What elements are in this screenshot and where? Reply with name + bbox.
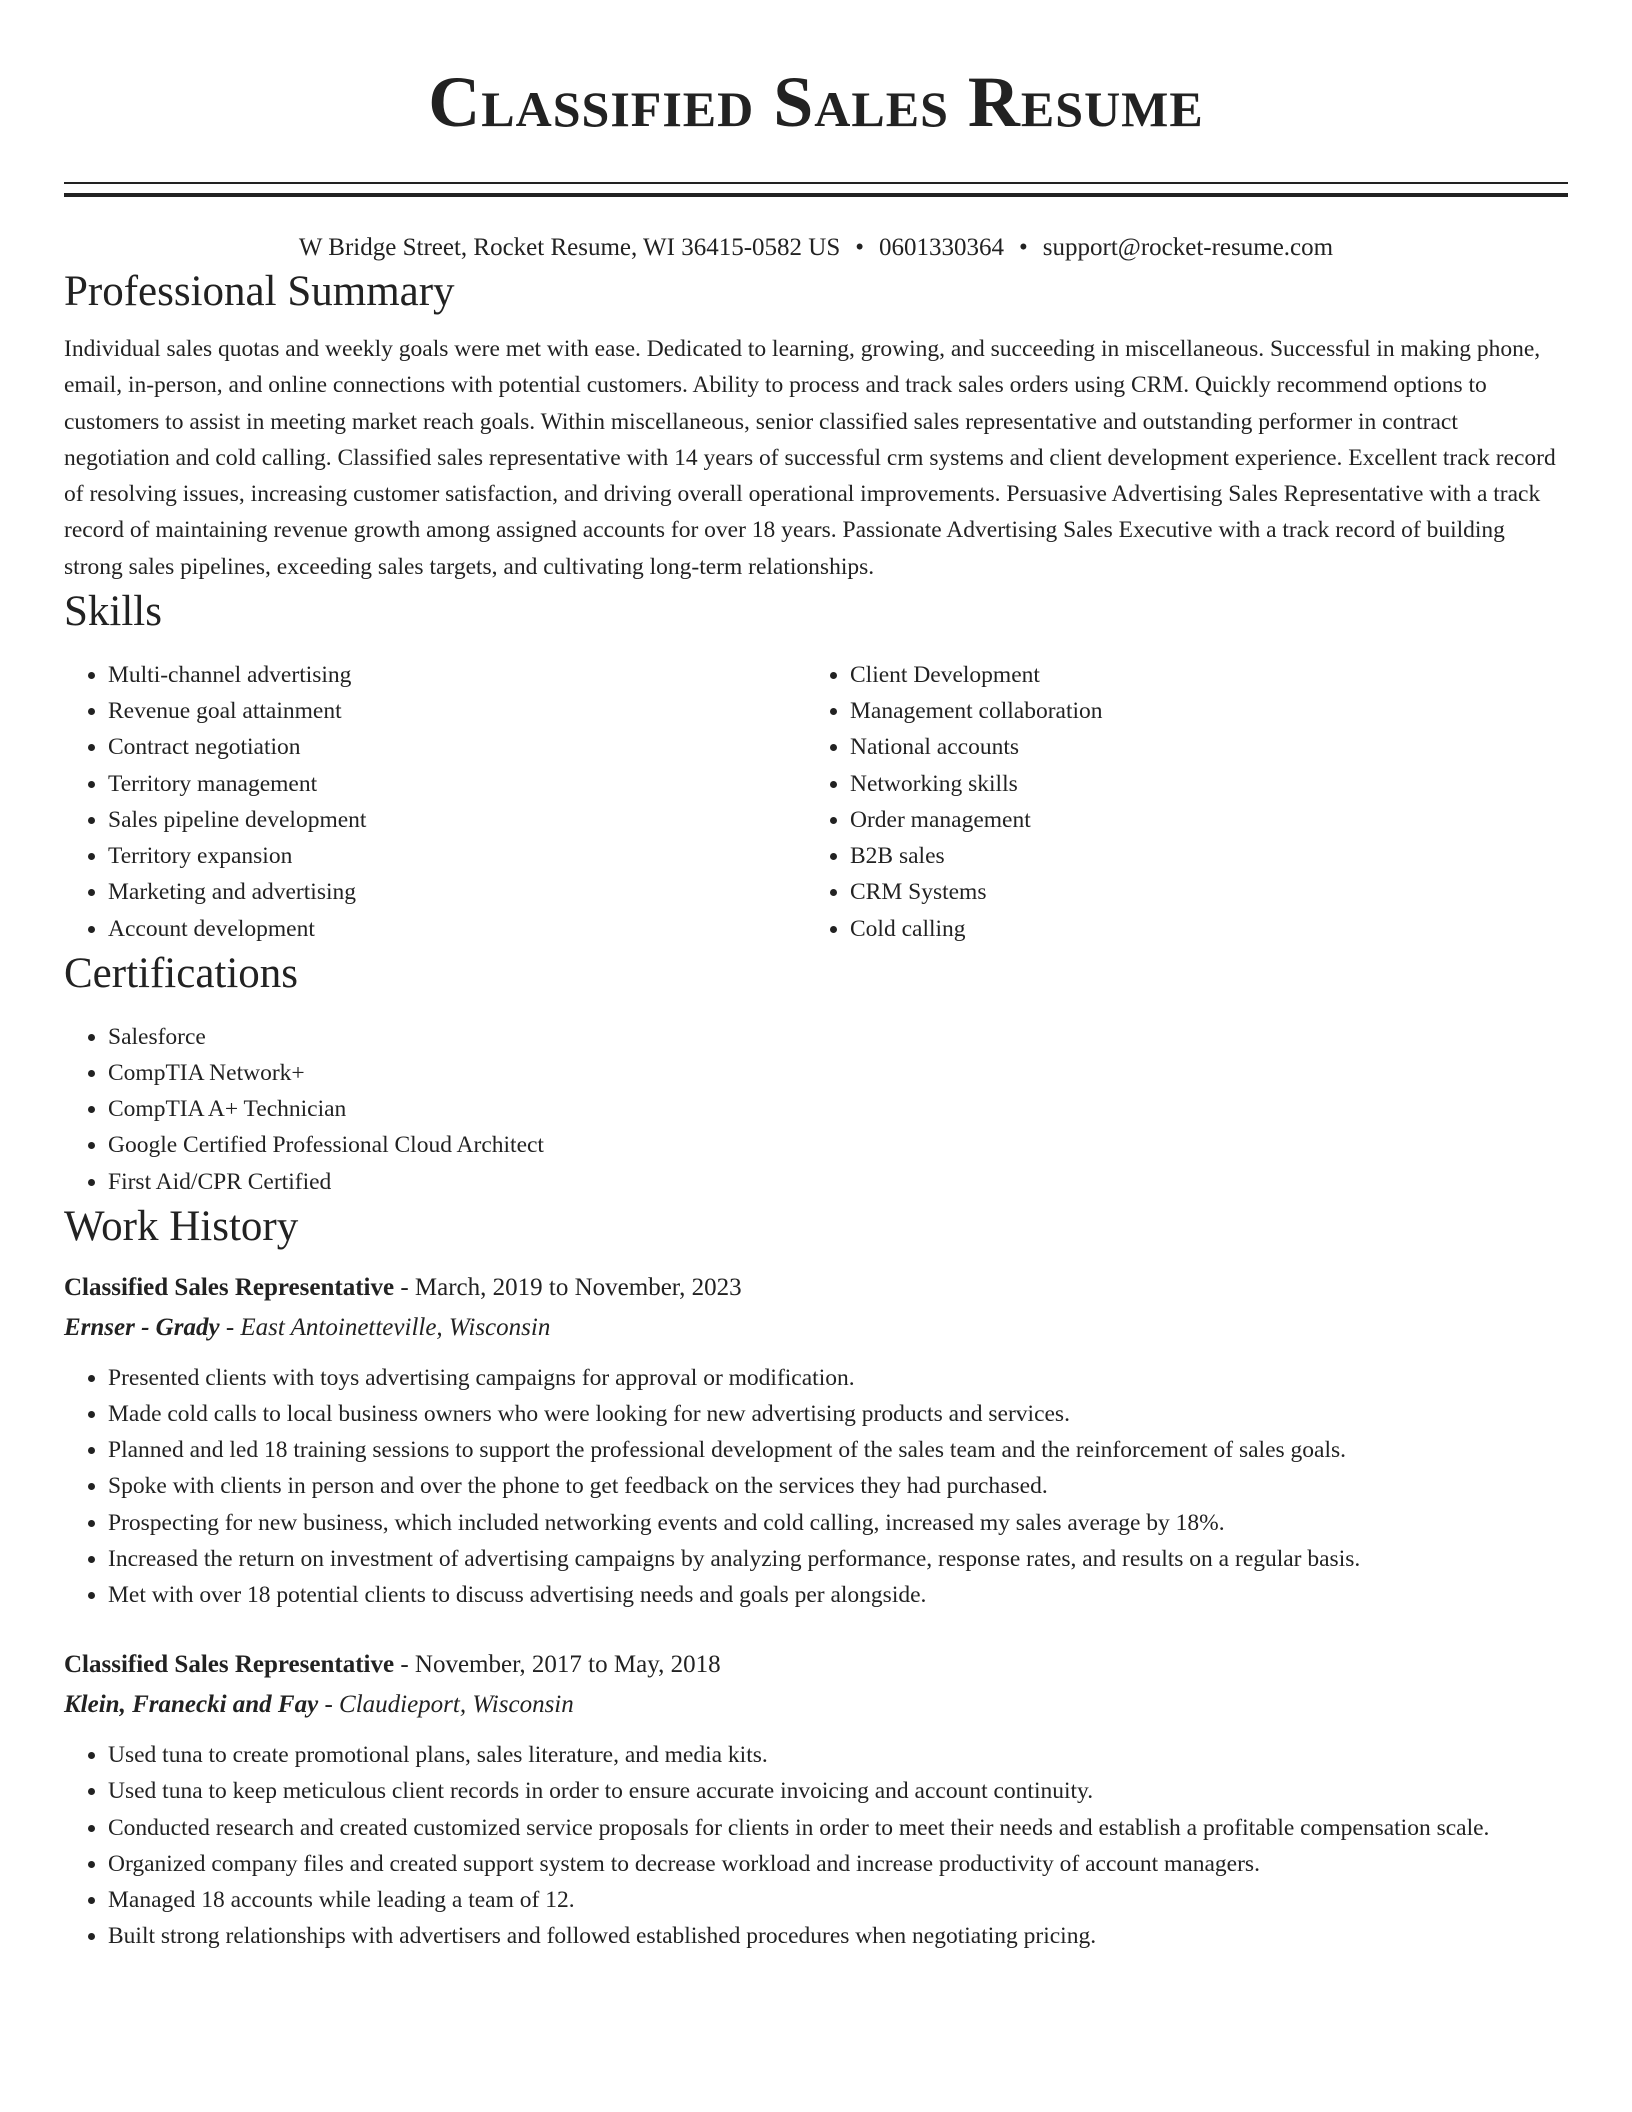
job-entry	[64, 1268, 1568, 1613]
skills-heading: Skills	[64, 588, 162, 636]
job-bullet: • Organized company files and created support system to decrease workload and increase productivity of account managers.	[108, 1846, 1568, 1882]
skill-item: • CRM Systems	[850, 874, 1548, 910]
skill-item: • Revenue goal attainment	[108, 693, 806, 729]
certification-item: • Google Certified Professional Cloud Architect	[108, 1127, 1568, 1163]
job-bullet: • Made cold calls to local business owners who were looking for new advertising products and services.	[108, 1396, 1568, 1432]
job-title: Classified Sales Representative	[64, 1273, 395, 1301]
skills-column-right	[806, 657, 1548, 947]
resume-title: Classified Sales Resume	[428, 62, 1204, 142]
job-bullet: • Presented clients with toys advertising campaigns for approval or modification.	[108, 1360, 1568, 1396]
skill-item: • Marketing and advertising	[108, 874, 806, 910]
skill-item: • Territory management	[108, 766, 806, 802]
job-company-line: Ernser - Grady - East Antoinetteville, Wisconsin	[64, 1313, 551, 1341]
job-bullet-list	[64, 1737, 1568, 1954]
skill-item: • Territory expansion	[108, 838, 806, 874]
job-bullet: • Prospecting for new business, which included networking events and cold calling, increased my sales average by 18%.	[108, 1505, 1568, 1541]
certification-item: • First Aid/CPR Certified	[108, 1164, 1568, 1200]
job-bullet: • Used tuna to keep meticulous client records in order to ensure accurate invoicing and account continuity.	[108, 1773, 1568, 1809]
job-title: Classified Sales Representative	[64, 1651, 395, 1679]
certifications-list	[64, 1019, 1568, 1200]
job-bullet: • Managed 18 accounts while leading a team of 12.	[108, 1882, 1568, 1918]
skills-columns	[64, 657, 1568, 947]
contact-separator: •	[855, 234, 865, 261]
skill-item: • Networking skills	[850, 766, 1548, 802]
contact-line	[64, 231, 1568, 265]
job-title-line: Classified Sales Representative - March, 2019 to November, 2023	[64, 1273, 742, 1301]
contact-address: W Bridge Street, Rocket Resume, WI 36415-0582 US	[298, 234, 841, 261]
skill-item: • B2B sales	[850, 838, 1548, 874]
skills-list-left	[64, 657, 806, 947]
job-bullet: • Spoke with clients in person and over the phone to get feedback on the services they had purchased.	[108, 1468, 1568, 1504]
certification-item: • CompTIA A+ Technician	[108, 1091, 1568, 1127]
job-bullet: • Conducted research and created customized service proposals for clients in order to meet their needs and establish a profitable compensation scale.	[108, 1810, 1568, 1846]
skills-list-right	[806, 657, 1548, 947]
summary-text: Individual sales quotas and weekly goals were met with ease. Dedicated to learning, growing, and succeeding in miscellaneous. Successful in making phone, email, in-person, and online connections with potential customers. Ability to process and track sales orders using CRM. Quickly recommend options to customers to assist in meeting market reach goals. Within miscellaneous, senior classified sales representative and outstanding performer in contract negotiation and cold calling. Classified sales representative with 14 years of successful crm systems and client development experience. Excellent track record of resolving issues, increasing customer satisfaction, and driving overall operational improvements. Persuasive Advertising Sales Representative with a track record of maintaining revenue growth among assigned accounts for over 18 years. Passionate Advertising Sales Executive with a track record of building strong sales pipelines, exceeding sales targets, and cultivating long-term relationships.	[64, 336, 1556, 580]
job-entry	[64, 1645, 1568, 1954]
skill-item: • National accounts	[850, 729, 1548, 765]
job-company: Ernser - Grady	[64, 1313, 220, 1341]
skill-item: • Order management	[850, 802, 1548, 838]
job-location: Claudieport, Wisconsin	[339, 1691, 574, 1719]
contact-separator: •	[1019, 234, 1028, 261]
skill-item: • Multi-channel advertising	[108, 657, 806, 693]
job-company-line: Klein, Franecki and Fay - Claudieport, Wisconsin	[64, 1691, 574, 1719]
job-bullet-list	[64, 1360, 1568, 1613]
contact-email: support@rocket-resume.com	[1042, 234, 1334, 261]
certification-item: • Salesforce	[108, 1019, 1568, 1055]
skill-item: • Account development	[108, 911, 806, 947]
skill-item: • Cold calling	[850, 911, 1548, 947]
skill-item: • Management collaboration	[850, 693, 1548, 729]
job-dates: March, 2019 to November, 2023	[414, 1273, 742, 1301]
job-bullet: • Built strong relationships with advertisers and followed established procedures when negotiating pricing.	[108, 1918, 1568, 1954]
certifications-heading: Certifications	[64, 949, 299, 997]
job-bullet: • Used tuna to create promotional plans, sales literature, and media kits.	[108, 1737, 1568, 1773]
work-history-heading: Work History	[64, 1202, 299, 1250]
contact-phone: 0601330364	[879, 234, 1005, 261]
title-divider	[64, 182, 1568, 197]
skill-item: • Client Development	[850, 657, 1548, 693]
summary-heading: Professional Summary	[64, 268, 455, 315]
skill-item: • Contract negotiation	[108, 729, 806, 765]
job-bullet: • Increased the return on investment of advertising campaigns by analyzing performance, response rates, and results on a regular basis.	[108, 1541, 1568, 1577]
job-dates: November, 2017 to May, 2018	[414, 1651, 721, 1679]
job-bullet: • Planned and led 18 training sessions to support the professional development of the sales team and the reinforcement of sales goals.	[108, 1432, 1568, 1468]
job-company: Klein, Franecki and Fay	[64, 1691, 319, 1719]
job-bullet: • Met with over 18 potential clients to discuss advertising needs and goals per alongside.	[108, 1577, 1568, 1613]
job-location: East Antoinetteville, Wisconsin	[240, 1313, 551, 1341]
skills-column-left	[64, 657, 806, 947]
certification-item: • CompTIA Network+	[108, 1055, 1568, 1091]
skill-item: • Sales pipeline development	[108, 802, 806, 838]
job-title-line: Classified Sales Representative - November, 2017 to May, 2018	[64, 1651, 721, 1679]
